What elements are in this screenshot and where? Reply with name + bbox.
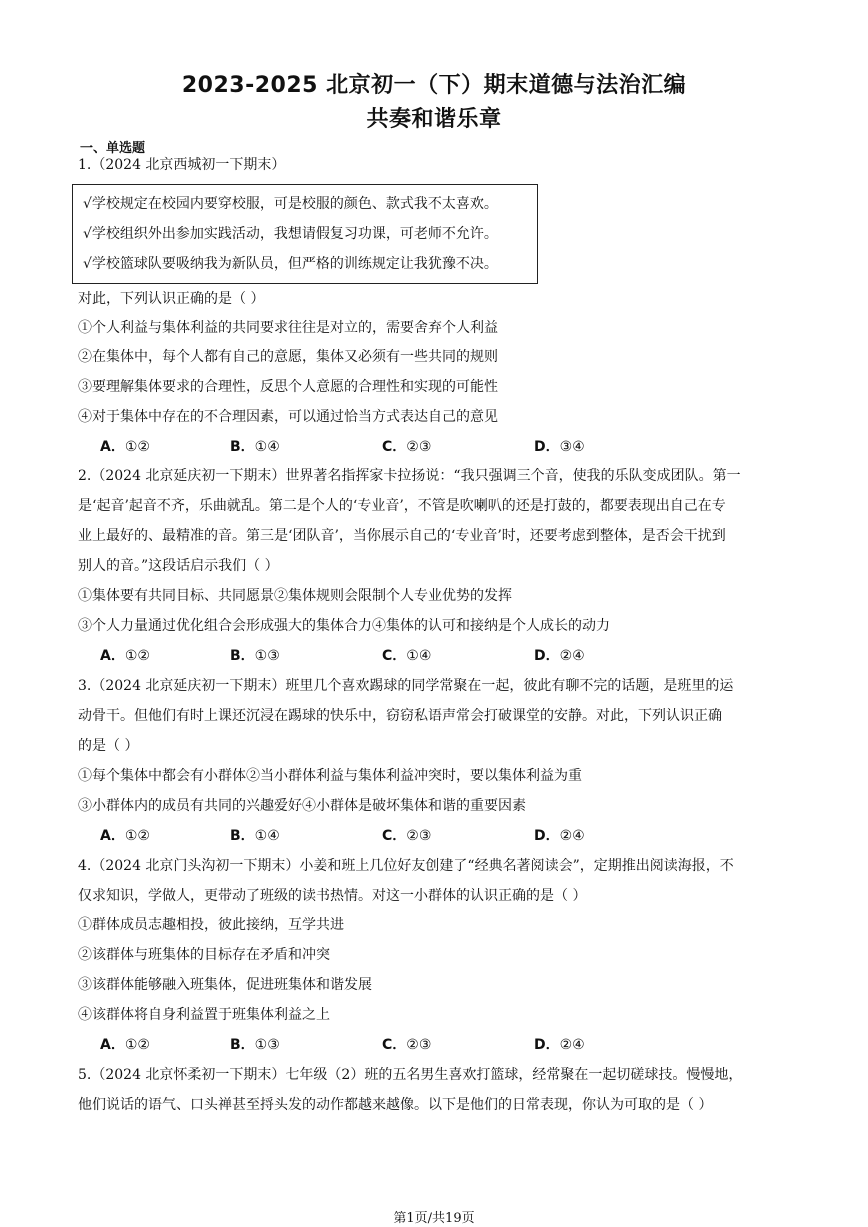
- q3-line: 3.（2024 北京延庆初一下期末）班里几个喜欢踢球的同学常聚在一起，彼此有聊不完的话题，是班里的运: [78, 678, 734, 694]
- option-text: ②④: [559, 828, 585, 844]
- option-b[interactable]: [230, 1036, 280, 1054]
- option-a[interactable]: [100, 1036, 150, 1054]
- q3-item: ①每个集体中都会有小群体②当小群体利益与集体利益冲突时，要以集体利益为重: [78, 768, 582, 784]
- q1-item: ③要理解集体要求的合理性，反思个人意愿的合理性和实现的可能性: [78, 379, 498, 395]
- option-text: ①③: [254, 648, 280, 664]
- option-text: ②③: [406, 439, 432, 455]
- q2-line: 别人的音。”这段话启示我们（ ）: [78, 558, 279, 574]
- option-text: ①②: [124, 1037, 150, 1053]
- option-text: ①②: [124, 828, 150, 844]
- option-text: ①②: [124, 648, 150, 664]
- option-text: ①④: [254, 439, 280, 455]
- q1-scenario-box: [72, 184, 538, 284]
- q4-item: ①群体成员志趣相投，彼此接纳，互学共进: [78, 917, 344, 933]
- option-text: ②④: [559, 1037, 585, 1053]
- option-label: C．: [382, 1037, 407, 1053]
- page-footer: 第1页/共19页: [393, 1211, 475, 1226]
- option-label: A．: [100, 828, 125, 844]
- q2-item: ③个人力量通过优化组合会形成强大的集体合力④集体的认可和接纳是个人成长的动力: [78, 618, 610, 634]
- q2-line: 业上最好的、最精准的音。第三是‘团队音’，当你展示自己的‘专业音’时，还要考虑到整体，是否会干扰到: [78, 528, 726, 544]
- option-c[interactable]: [382, 438, 431, 456]
- option-c[interactable]: [382, 827, 431, 845]
- option-text: ①③: [254, 1037, 280, 1053]
- document-title: 2023-2025 北京初一（下）期末道德与法治汇编: [181, 73, 687, 98]
- option-label: C．: [382, 648, 407, 664]
- option-label: D．: [534, 439, 560, 455]
- option-text: ②③: [406, 1037, 432, 1053]
- q4-item: ②该群体与班集体的目标存在矛盾和冲突: [78, 947, 330, 963]
- q2-line: 2.（2024 北京延庆初一下期末）世界著名指挥家卡拉扬说：“我只强调三个音，使我的乐队变成团队。第一: [78, 468, 741, 484]
- q4-line: 仅求知识，学做人，更带动了班级的读书热情。对这一小群体的认识正确的是（ ）: [78, 888, 587, 904]
- q4-item: ③该群体能够融入班集体，促进班集体和谐发展: [78, 977, 372, 993]
- q1-box-line: √学校规定在校园内要穿校服，可是校服的颜色、款式我不太喜欢。: [83, 196, 498, 212]
- q1-item: ④对于集体中存在的不合理因素，可以通过恰当方式表达自己的意见: [78, 409, 498, 425]
- q1-box-line: √学校篮球队要吸纳我为新队员，但严格的训练规定让我犹豫不决。: [83, 256, 498, 272]
- q1-item: ①个人利益与集体利益的共同要求往往是对立的，需要舍弃个人利益: [78, 320, 498, 336]
- option-b[interactable]: [230, 647, 280, 665]
- option-label: B．: [230, 1037, 255, 1053]
- option-d[interactable]: [534, 1036, 585, 1054]
- option-label: C．: [382, 439, 407, 455]
- option-text: ①②: [124, 439, 150, 455]
- q5-line: 他们说话的语气、口头禅甚至捋头发的动作都越来越像。以下是他们的日常表现，你认为可取的是（ ）: [78, 1097, 713, 1113]
- q4-line: 4.（2024 北京门头沟初一下期末）小姜和班上几位好友创建了“经典名著阅读会”，定期推出阅读海报，不: [78, 858, 734, 874]
- option-label: D．: [534, 828, 560, 844]
- option-text: ③④: [559, 439, 585, 455]
- option-label: A．: [100, 439, 125, 455]
- option-label: B．: [230, 828, 255, 844]
- option-text: ①④: [406, 648, 432, 664]
- option-b[interactable]: [230, 827, 280, 845]
- option-b[interactable]: [230, 438, 280, 456]
- option-label: B．: [230, 648, 255, 664]
- q5-line: 5.（2024 北京怀柔初一下期末）七年级（2）班的五名男生喜欢打篮球，经常聚在一起切磋球技。慢慢地，: [78, 1067, 743, 1083]
- option-d[interactable]: [534, 827, 585, 845]
- q1-box-line: √学校组织外出参加实践活动，我想请假复习功课，可老师不允许。: [83, 226, 498, 242]
- option-a[interactable]: [100, 438, 150, 456]
- option-c[interactable]: [382, 647, 431, 665]
- option-a[interactable]: [100, 647, 150, 665]
- q2-line: 是‘起音’起音不齐，乐曲就乱。第二是个人的‘专业音’，不管是吹喇叭的还是打鼓的，都要表现出自己在专: [78, 498, 726, 514]
- q1-item: ②在集体中，每个人都有自己的意愿，集体又必须有一些共同的规则: [78, 349, 498, 365]
- option-text: ②③: [406, 828, 432, 844]
- q1-head: 1.（2024 北京西城初一下期末）: [78, 157, 286, 173]
- option-d[interactable]: [534, 438, 585, 456]
- section-heading: 一、单选题: [80, 141, 146, 156]
- option-label: A．: [100, 648, 125, 664]
- q2-item: ①集体要有共同目标、共同愿景②集体规则会限制个人专业优势的发挥: [78, 588, 512, 604]
- q3-line: 动骨干。但他们有时上课还沉浸在踢球的快乐中，窃窃私语声常会打破课堂的安静。对此，下列认识正确: [78, 708, 722, 724]
- option-label: C．: [382, 828, 407, 844]
- option-label: A．: [100, 1037, 125, 1053]
- option-text: ②④: [559, 648, 585, 664]
- option-label: D．: [534, 1037, 560, 1053]
- option-label: B．: [230, 439, 255, 455]
- option-a[interactable]: [100, 827, 150, 845]
- option-label: D．: [534, 648, 560, 664]
- q4-item: ④该群体将自身利益置于班集体利益之上: [78, 1007, 330, 1023]
- option-c[interactable]: [382, 1036, 431, 1054]
- option-d[interactable]: [534, 647, 585, 665]
- document-subtitle: 共奏和谐乐章: [366, 107, 502, 132]
- q3-item: ③小群体内的成员有共同的兴趣爱好④小群体是破坏集体和谐的重要因素: [78, 798, 526, 814]
- q3-line: 的是（ ）: [78, 738, 139, 754]
- q1-stem: 对此，下列认识正确的是（ ）: [78, 291, 265, 307]
- option-text: ①④: [254, 828, 280, 844]
